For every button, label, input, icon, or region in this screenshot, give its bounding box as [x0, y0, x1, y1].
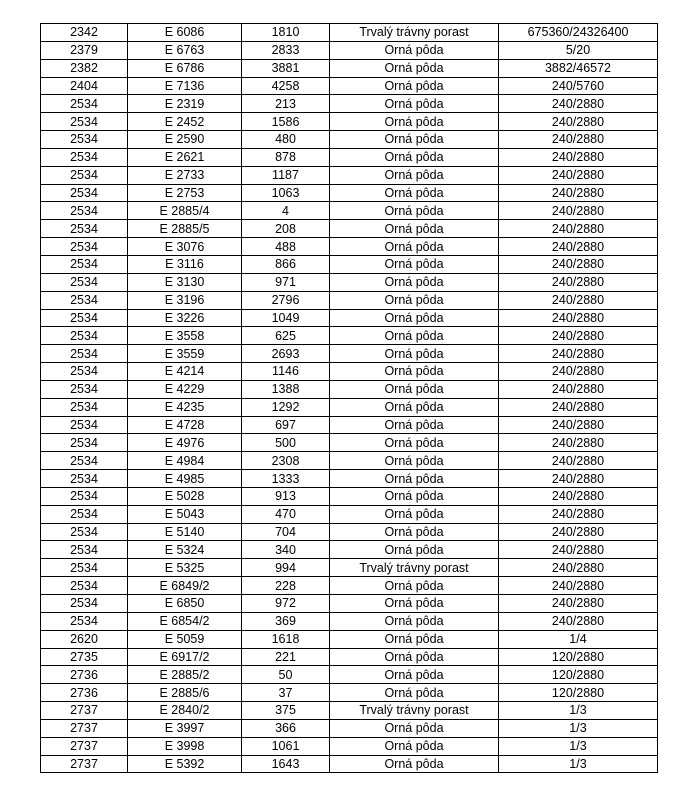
parcel-number-cell: E 2452 [128, 113, 242, 131]
area-cell: 37 [242, 684, 330, 702]
area-cell: 4258 [242, 77, 330, 95]
land-type-cell: Orná pôda [330, 523, 499, 541]
area-cell: 1049 [242, 309, 330, 327]
table-row [41, 487, 658, 505]
land-type-cell: Orná pôda [330, 184, 499, 202]
land-type-cell: Orná pôda [330, 166, 499, 184]
share-cell: 240/2880 [499, 220, 658, 238]
area-cell: 1810 [242, 24, 330, 42]
parcel-number-cell: E 6086 [128, 24, 242, 42]
table-row [41, 202, 658, 220]
land-type-cell: Orná pôda [330, 612, 499, 630]
lv-number-cell: 2534 [41, 470, 128, 488]
area-cell: 2796 [242, 291, 330, 309]
parcel-number-cell: E 2753 [128, 184, 242, 202]
land-type-cell: Orná pôda [330, 487, 499, 505]
land-type-cell: Orná pôda [330, 380, 499, 398]
area-cell: 994 [242, 559, 330, 577]
lv-number-cell: 2382 [41, 59, 128, 77]
area-cell: 697 [242, 416, 330, 434]
land-type-cell: Trvalý trávny porast [330, 24, 499, 42]
share-cell: 240/2880 [499, 184, 658, 202]
table-row [41, 24, 658, 42]
parcel-number-cell: E 6854/2 [128, 612, 242, 630]
table-row [41, 220, 658, 238]
parcel-number-cell: E 6850 [128, 595, 242, 613]
land-type-cell: Orná pôda [330, 755, 499, 773]
table-row [41, 77, 658, 95]
table-row [41, 595, 658, 613]
lv-number-cell: 2737 [41, 702, 128, 720]
parcel-number-cell: E 2885/2 [128, 666, 242, 684]
lv-number-cell: 2534 [41, 559, 128, 577]
lv-number-cell: 2534 [41, 291, 128, 309]
land-type-cell: Orná pôda [330, 309, 499, 327]
share-cell: 240/2880 [499, 523, 658, 541]
parcel-number-cell: E 5324 [128, 541, 242, 559]
land-type-cell: Orná pôda [330, 202, 499, 220]
area-cell: 369 [242, 612, 330, 630]
lv-number-cell: 2534 [41, 505, 128, 523]
lv-number-cell: 2534 [41, 309, 128, 327]
land-type-cell: Orná pôda [330, 345, 499, 363]
parcel-table [40, 23, 658, 773]
land-type-cell: Orná pôda [330, 255, 499, 273]
land-type-cell: Orná pôda [330, 737, 499, 755]
area-cell: 500 [242, 434, 330, 452]
land-type-cell: Orná pôda [330, 95, 499, 113]
share-cell: 240/2880 [499, 238, 658, 256]
area-cell: 375 [242, 702, 330, 720]
land-type-cell: Orná pôda [330, 452, 499, 470]
land-type-cell: Orná pôda [330, 131, 499, 149]
land-type-cell: Orná pôda [330, 577, 499, 595]
parcel-number-cell: E 3226 [128, 309, 242, 327]
parcel-number-cell: E 3997 [128, 719, 242, 737]
parcel-number-cell: E 6917/2 [128, 648, 242, 666]
table-row [41, 416, 658, 434]
lv-number-cell: 2534 [41, 131, 128, 149]
share-cell: 240/2880 [499, 434, 658, 452]
area-cell: 1146 [242, 363, 330, 381]
table-row [41, 309, 658, 327]
land-type-cell: Orná pôda [330, 327, 499, 345]
share-cell: 240/2880 [499, 202, 658, 220]
parcel-number-cell: E 4976 [128, 434, 242, 452]
share-cell: 240/2880 [499, 416, 658, 434]
land-type-cell: Orná pôda [330, 148, 499, 166]
table-row [41, 380, 658, 398]
land-type-cell: Trvalý trávny porast [330, 702, 499, 720]
table-row [41, 41, 658, 59]
table-row [41, 238, 658, 256]
land-type-cell: Orná pôda [330, 77, 499, 95]
parcel-number-cell: E 3559 [128, 345, 242, 363]
share-cell: 240/2880 [499, 612, 658, 630]
lv-number-cell: 2534 [41, 238, 128, 256]
share-cell: 120/2880 [499, 648, 658, 666]
share-cell: 5/20 [499, 41, 658, 59]
share-cell: 240/2880 [499, 166, 658, 184]
share-cell: 240/2880 [499, 380, 658, 398]
parcel-number-cell: E 3196 [128, 291, 242, 309]
parcel-number-cell: E 2590 [128, 131, 242, 149]
lv-number-cell: 2534 [41, 113, 128, 131]
lv-number-cell: 2736 [41, 684, 128, 702]
parcel-number-cell: E 3116 [128, 255, 242, 273]
area-cell: 1063 [242, 184, 330, 202]
share-cell: 1/3 [499, 719, 658, 737]
area-cell: 366 [242, 719, 330, 737]
parcel-number-cell: E 5140 [128, 523, 242, 541]
parcel-number-cell: E 6786 [128, 59, 242, 77]
share-cell: 1/3 [499, 702, 658, 720]
share-cell: 1/3 [499, 737, 658, 755]
area-cell: 1643 [242, 755, 330, 773]
land-type-cell: Orná pôda [330, 470, 499, 488]
lv-number-cell: 2737 [41, 737, 128, 755]
table-row [41, 559, 658, 577]
share-cell: 240/2880 [499, 95, 658, 113]
table-row [41, 398, 658, 416]
land-type-cell: Orná pôda [330, 595, 499, 613]
table-row [41, 255, 658, 273]
share-cell: 240/2880 [499, 541, 658, 559]
parcel-number-cell: E 4235 [128, 398, 242, 416]
parcel-number-cell: E 4214 [128, 363, 242, 381]
parcel-number-cell: E 3558 [128, 327, 242, 345]
table-row [41, 291, 658, 309]
lv-number-cell: 2379 [41, 41, 128, 59]
lv-number-cell: 2534 [41, 434, 128, 452]
lv-number-cell: 2736 [41, 666, 128, 684]
land-type-cell: Orná pôda [330, 59, 499, 77]
land-type-cell: Orná pôda [330, 648, 499, 666]
share-cell: 240/2880 [499, 559, 658, 577]
table-row [41, 59, 658, 77]
area-cell: 3881 [242, 59, 330, 77]
parcel-number-cell: E 5392 [128, 755, 242, 773]
lv-number-cell: 2534 [41, 595, 128, 613]
share-cell: 3882/46572 [499, 59, 658, 77]
table-row [41, 345, 658, 363]
area-cell: 1292 [242, 398, 330, 416]
table-row [41, 755, 658, 773]
table-row [41, 184, 658, 202]
table-row [41, 113, 658, 131]
lv-number-cell: 2737 [41, 719, 128, 737]
share-cell: 240/2880 [499, 452, 658, 470]
share-cell: 240/2880 [499, 255, 658, 273]
land-type-cell: Orná pôda [330, 398, 499, 416]
table-row [41, 505, 658, 523]
share-cell: 240/2880 [499, 131, 658, 149]
share-cell: 240/2880 [499, 291, 658, 309]
lv-number-cell: 2534 [41, 345, 128, 363]
area-cell: 470 [242, 505, 330, 523]
land-type-cell: Orná pôda [330, 416, 499, 434]
table-row [41, 434, 658, 452]
share-cell: 240/2880 [499, 345, 658, 363]
lv-number-cell: 2534 [41, 148, 128, 166]
lv-number-cell: 2534 [41, 380, 128, 398]
land-type-cell: Orná pôda [330, 505, 499, 523]
land-type-cell: Orná pôda [330, 238, 499, 256]
area-cell: 228 [242, 577, 330, 595]
area-cell: 221 [242, 648, 330, 666]
table-row [41, 684, 658, 702]
lv-number-cell: 2534 [41, 612, 128, 630]
parcel-table-body [41, 24, 658, 773]
area-cell: 1388 [242, 380, 330, 398]
share-cell: 240/2880 [499, 273, 658, 291]
table-row [41, 148, 658, 166]
parcel-number-cell: E 4728 [128, 416, 242, 434]
share-cell: 240/2880 [499, 113, 658, 131]
area-cell: 2308 [242, 452, 330, 470]
share-cell: 240/2880 [499, 470, 658, 488]
lv-number-cell: 2534 [41, 487, 128, 505]
parcel-number-cell: E 3998 [128, 737, 242, 755]
area-cell: 1618 [242, 630, 330, 648]
area-cell: 1586 [242, 113, 330, 131]
table-row [41, 719, 658, 737]
land-type-cell: Orná pôda [330, 630, 499, 648]
area-cell: 340 [242, 541, 330, 559]
lv-number-cell: 2737 [41, 755, 128, 773]
parcel-number-cell: E 4985 [128, 470, 242, 488]
land-type-cell: Orná pôda [330, 220, 499, 238]
lv-number-cell: 2342 [41, 24, 128, 42]
share-cell: 240/2880 [499, 487, 658, 505]
parcel-number-cell: E 4984 [128, 452, 242, 470]
lv-number-cell: 2534 [41, 273, 128, 291]
lv-number-cell: 2534 [41, 95, 128, 113]
share-cell: 240/2880 [499, 363, 658, 381]
table-row [41, 470, 658, 488]
area-cell: 2833 [242, 41, 330, 59]
area-cell: 625 [242, 327, 330, 345]
parcel-number-cell: E 6849/2 [128, 577, 242, 595]
table-row [41, 363, 658, 381]
area-cell: 704 [242, 523, 330, 541]
lv-number-cell: 2534 [41, 363, 128, 381]
parcel-number-cell: E 2885/6 [128, 684, 242, 702]
lv-number-cell: 2534 [41, 523, 128, 541]
lv-number-cell: 2534 [41, 166, 128, 184]
area-cell: 488 [242, 238, 330, 256]
area-cell: 1187 [242, 166, 330, 184]
lv-number-cell: 2534 [41, 452, 128, 470]
table-row [41, 131, 658, 149]
area-cell: 1333 [242, 470, 330, 488]
area-cell: 913 [242, 487, 330, 505]
parcel-number-cell: E 7136 [128, 77, 242, 95]
table-row [41, 523, 658, 541]
lv-number-cell: 2534 [41, 327, 128, 345]
parcel-number-cell: E 2319 [128, 95, 242, 113]
area-cell: 1061 [242, 737, 330, 755]
parcel-number-cell: E 3076 [128, 238, 242, 256]
parcel-number-cell: E 2885/4 [128, 202, 242, 220]
lv-number-cell: 2404 [41, 77, 128, 95]
table-row [41, 452, 658, 470]
share-cell: 240/2880 [499, 398, 658, 416]
parcel-number-cell: E 2885/5 [128, 220, 242, 238]
land-type-cell: Orná pôda [330, 541, 499, 559]
share-cell: 1/3 [499, 755, 658, 773]
table-row [41, 327, 658, 345]
share-cell: 240/5760 [499, 77, 658, 95]
parcel-number-cell: E 5325 [128, 559, 242, 577]
lv-number-cell: 2534 [41, 202, 128, 220]
land-type-cell: Orná pôda [330, 291, 499, 309]
share-cell: 120/2880 [499, 684, 658, 702]
table-row [41, 666, 658, 684]
parcel-number-cell: E 2840/2 [128, 702, 242, 720]
lv-number-cell: 2534 [41, 577, 128, 595]
land-type-cell: Trvalý trávny porast [330, 559, 499, 577]
table-row [41, 577, 658, 595]
share-cell: 120/2880 [499, 666, 658, 684]
lv-number-cell: 2534 [41, 398, 128, 416]
share-cell: 240/2880 [499, 595, 658, 613]
table-row [41, 166, 658, 184]
area-cell: 972 [242, 595, 330, 613]
area-cell: 971 [242, 273, 330, 291]
share-cell: 1/4 [499, 630, 658, 648]
land-type-cell: Orná pôda [330, 273, 499, 291]
parcel-number-cell: E 5043 [128, 505, 242, 523]
land-type-cell: Orná pôda [330, 666, 499, 684]
table-row [41, 95, 658, 113]
lv-number-cell: 2534 [41, 184, 128, 202]
parcel-number-cell: E 6763 [128, 41, 242, 59]
lv-number-cell: 2534 [41, 541, 128, 559]
share-cell: 240/2880 [499, 309, 658, 327]
lv-number-cell: 2534 [41, 416, 128, 434]
area-cell: 2693 [242, 345, 330, 363]
area-cell: 878 [242, 148, 330, 166]
lv-number-cell: 2534 [41, 255, 128, 273]
land-type-cell: Orná pôda [330, 363, 499, 381]
table-row [41, 648, 658, 666]
area-cell: 213 [242, 95, 330, 113]
table-row [41, 612, 658, 630]
lv-number-cell: 2620 [41, 630, 128, 648]
share-cell: 240/2880 [499, 505, 658, 523]
land-type-cell: Orná pôda [330, 113, 499, 131]
table-row [41, 273, 658, 291]
land-type-cell: Orná pôda [330, 434, 499, 452]
parcel-number-cell: E 5059 [128, 630, 242, 648]
area-cell: 866 [242, 255, 330, 273]
table-row [41, 702, 658, 720]
share-cell: 240/2880 [499, 577, 658, 595]
land-type-cell: Orná pôda [330, 684, 499, 702]
table-row [41, 630, 658, 648]
table-row [41, 737, 658, 755]
share-cell: 240/2880 [499, 327, 658, 345]
area-cell: 4 [242, 202, 330, 220]
lv-number-cell: 2534 [41, 220, 128, 238]
area-cell: 480 [242, 131, 330, 149]
lv-number-cell: 2735 [41, 648, 128, 666]
parcel-number-cell: E 2733 [128, 166, 242, 184]
parcel-number-cell: E 2621 [128, 148, 242, 166]
parcel-number-cell: E 5028 [128, 487, 242, 505]
table-row [41, 541, 658, 559]
area-cell: 208 [242, 220, 330, 238]
share-cell: 675360/24326400 [499, 24, 658, 42]
parcel-number-cell: E 4229 [128, 380, 242, 398]
parcel-number-cell: E 3130 [128, 273, 242, 291]
area-cell: 50 [242, 666, 330, 684]
land-type-cell: Orná pôda [330, 719, 499, 737]
share-cell: 240/2880 [499, 148, 658, 166]
land-type-cell: Orná pôda [330, 41, 499, 59]
